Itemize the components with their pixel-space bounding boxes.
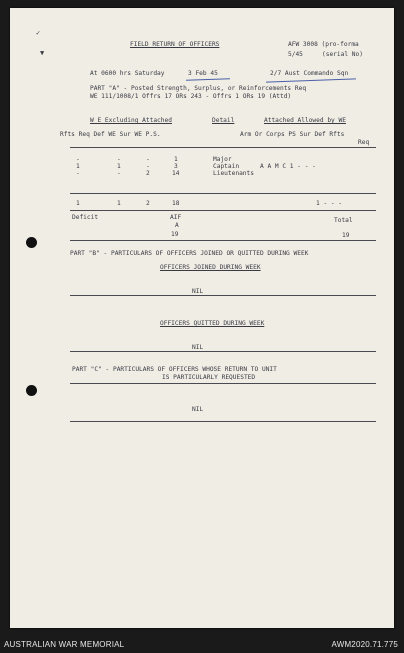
right-columns: Arm Or Corps PS Sur Def Rfts	[240, 131, 345, 138]
total-label: Total	[334, 217, 353, 224]
total-rule	[70, 210, 376, 211]
serial-label: (serial No)	[322, 51, 363, 58]
part-c-heading: PART "C" - PARTICULARS OF OFFICERS WHOSE RETURN TO UNIT	[72, 366, 277, 373]
quitted-heading: OFFICERS QUITTED DURING WEEK	[160, 320, 265, 327]
part-c-nil: NIL	[192, 406, 204, 413]
footer-archive-name: AUSTRALIAN WAR MEMORIAL	[4, 640, 125, 649]
punch-hole-top	[26, 237, 37, 248]
unit-name: 2/7 Aust Commando Sqn	[270, 70, 349, 77]
quitted-rule	[70, 351, 376, 352]
right-columns-req: Req	[358, 139, 370, 146]
aif-total: 19	[171, 231, 179, 238]
part-a-end-rule	[70, 240, 376, 241]
quitted-nil: NIL	[192, 344, 204, 351]
attached-header: Attached Allowed by WE	[264, 117, 346, 124]
header-rule	[70, 147, 376, 148]
margin-mark: ✓	[36, 29, 41, 37]
punch-hole-bottom	[26, 385, 37, 396]
detail-header: Detail	[212, 117, 235, 124]
aif-label: AIF	[170, 214, 182, 221]
document-page: FIELD RETURN OF OFFICERS AFW 3008 (pro-forma 5/45 (serial No) At 0600 hrs Saturday 3 Feb 45 2/7 Aust Commando Sqn PART "A" - Posted Strength, Surplus, or Reinforcements Req WE 111/1008/1 Offrs 17 ORs 243 - Offrs 1 ORs 19 (Attd) W E Excluding Attached Detail Attached Allowed by WE Rfts Req Def WE Sur WE P.S. Arm Or Corps PS Sur Def Rfts Req - - - 1 Major 1 1 - 3 Captain A A M C 1 - - - - - 2 14 Lieutenants 1 1 2 18 1 - - - Deficit AIF A 19 Total 19 PART "B" - PARTICULARS OF OFFICERS JOINED OR QUITTED DURING WEEK OFFICERS JOINED DURING WEEK NIL OFFICERS QUITTED DURING WEEK NIL PART "C" - PARTICULARS OF OFFICERS WHOSE RETURN TO UNIT IS PARTICULARLY REQUESTED NIL ✓ ▼	[10, 8, 394, 628]
margin-arrow: ▼	[40, 49, 45, 57]
part-a-heading: PART "A" - Posted Strength, Surplus, or Reinforcements Req	[90, 85, 307, 92]
deficit-label: Deficit	[72, 214, 99, 221]
joined-nil: NIL	[192, 288, 204, 295]
form-number: AFW 3008 (pro-forma	[288, 41, 359, 48]
aif-a-label: A	[175, 222, 179, 229]
left-columns: Rfts Req Def WE Sur WE P.S.	[60, 131, 161, 138]
rows-rule	[70, 193, 376, 194]
date-underline	[186, 78, 230, 81]
joined-rule	[70, 295, 376, 296]
part-c-end-rule	[70, 421, 376, 422]
report-date: 3 Feb 45	[188, 70, 218, 77]
report-time: At 0600 hrs Saturday	[90, 70, 165, 77]
form-title: FIELD RETURN OF OFFICERS	[130, 41, 220, 48]
we-excluding-header: W E Excluding Attached	[90, 117, 172, 124]
part-c-rule	[70, 383, 376, 384]
we-strength-line: WE 111/1008/1 Offrs 17 ORs 243 - Offrs 1 ORs 19 (Attd)	[90, 93, 292, 100]
part-b-heading: PART "B" - PARTICULARS OF OFFICERS JOINED OR QUITTED DURING WEEK	[70, 250, 309, 257]
total-value: 19	[342, 232, 350, 239]
unit-underline	[266, 78, 356, 82]
footer-reference: AWM2020.71.775	[331, 640, 398, 649]
part-c-heading-2: IS PARTICULARLY REQUESTED	[162, 374, 256, 381]
serial-number: 5/45	[288, 51, 303, 58]
joined-heading: OFFICERS JOINED DURING WEEK	[160, 264, 261, 271]
